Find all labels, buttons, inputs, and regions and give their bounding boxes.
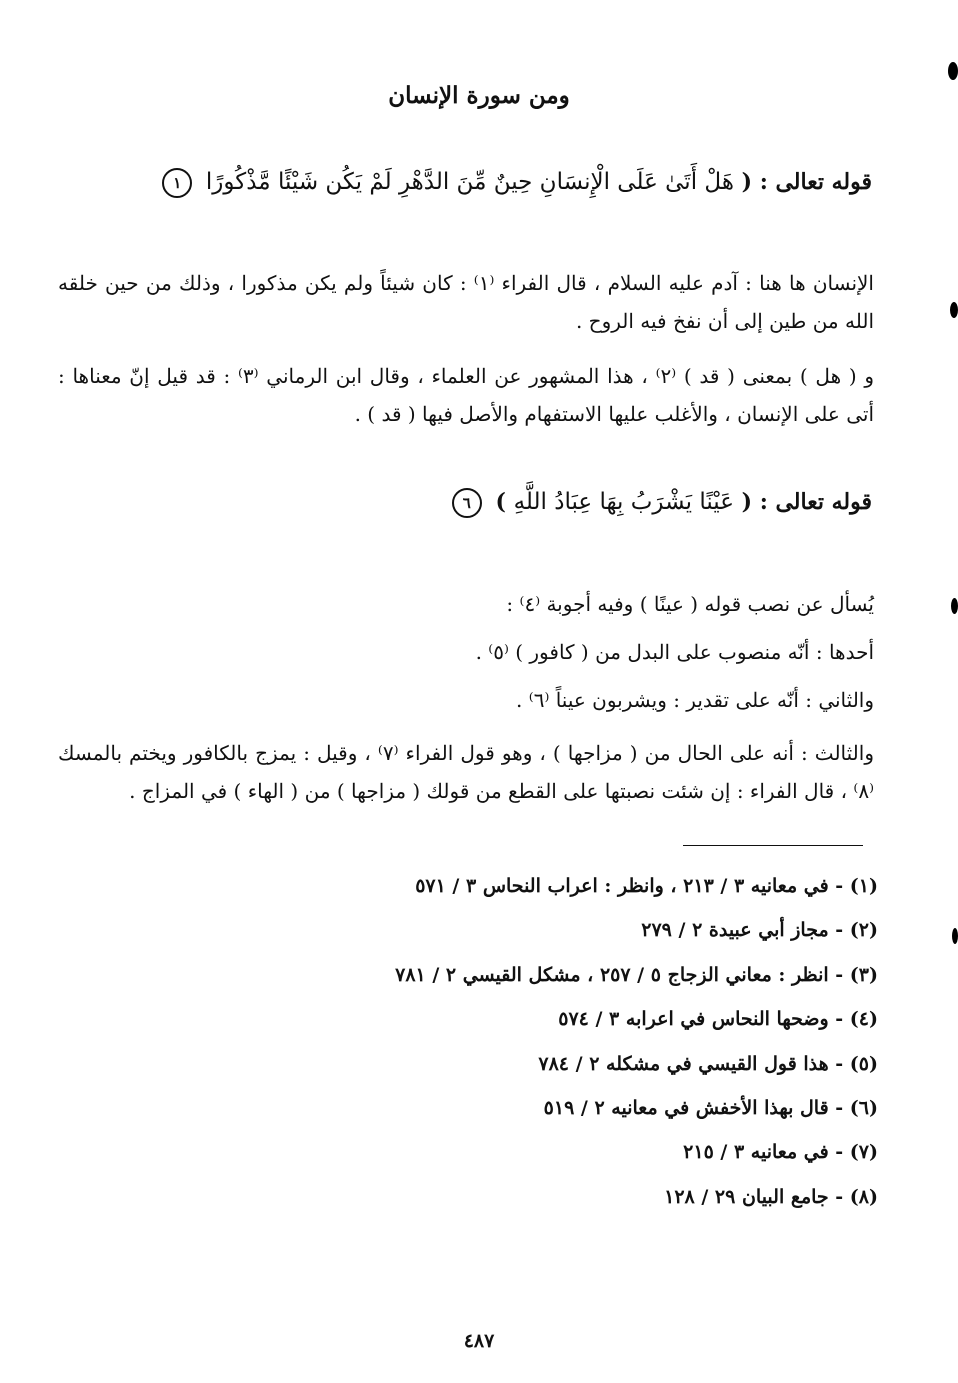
binding-hole-mark [950, 302, 958, 318]
binding-hole-mark [948, 62, 958, 80]
footnote: (٧) - في معانيه ٣ / ٢١٥ [683, 1141, 878, 1164]
binding-hole-mark [951, 598, 958, 614]
commentary-paragraph: والثالث : أنه على الحال من ( مزاجها ) ، وهو قول الفراء ⁽٧⁾ ، وقيل : يمزج بالكافور ويختم بالمسك ⁽٨⁾ ، قال الفراء : إن شئت نصبتها على القطع من قولك ( مزاجها ) من ( الهاء ) في المزاج . [58, 741, 874, 803]
ayah-number-marker: ٦ [452, 488, 482, 518]
commentary-line: يُسأل عن نصب قوله ( عينًا ) وفيه أجوبة ⁽٤⁾ : [506, 592, 874, 616]
footnote: (٤) - وضحها النحاس في اعرابه ٣ / ٥٧٤ [558, 1008, 878, 1031]
commentary-paragraph: الإنسان ها هنا : آدم عليه السلام ، قال الفراء ⁽١⁾ : كان شيئاً ولم يكن مذكورا ، وذلك من حين خلقه الله من طين إلى أن نفخ فيه الروح . [58, 271, 874, 333]
footnote: (٥) - هذا قول القيسي في مشكله ٢ / ٧٨٤ [538, 1052, 878, 1075]
commentary-paragraph: و ( هل ) بمعنى ( قد ) ⁽٢⁾ ، هذا المشهور عن العلماء ، وقال ابن الرماني ⁽٣⁾ : قد قيل إنّ معناها : أتى على الإنسان ، والأغلب عليها الاستفهام والأصل فيها ( قد ) . [58, 364, 875, 426]
footnote-separator [683, 845, 863, 846]
verse-intro: قوله تعالى : ( [741, 169, 872, 195]
footnote: (٣) - انظر : معاني الزجاج ٥ / ٢٥٧ ، مشكل القيسي ٢ / ٧٨١ [395, 963, 878, 986]
verse-close: ) [495, 489, 506, 515]
verse-intro: قوله تعالى : ( [741, 489, 872, 515]
footnote: (٦) - قال بهذا الأخفش في معانيه ٢ / ٥١٩ [543, 1096, 878, 1119]
quran-verse-text: هَلْ أَتَىٰ عَلَى الْإِنسَانِ حِينٌ مِّنَ الدَّهْرِ لَمْ يَكُن شَيْئًا مَّذْكُورًا [205, 169, 734, 195]
quran-verse-text: عَيْنًا يَشْرَبُ بِهَا عِبَادُ اللَّهِ [513, 489, 734, 515]
verse-heading-2 [72, 488, 872, 518]
footnote: (٨) - جامع البيان ٢٩ / ١٢٨ [664, 1185, 878, 1208]
footnote: (٢) - مجاز أبي عبيدة ٢ / ٢٧٩ [641, 919, 878, 942]
verse-heading-1 [72, 168, 872, 198]
commentary-line: والثاني : أنّه على تقدير : ويشربون عيناً ⁽٦⁾ . [516, 688, 874, 712]
binding-hole-mark [952, 928, 958, 944]
surah-title: ومن سورة الإنسان [388, 82, 570, 109]
footnotes-list [318, 868, 878, 1223]
footnote: (١) - في معانيه ٣ / ٢١٣ ، وانظر : اعراب النحاس ٣ / ٥٧١ [415, 875, 878, 897]
page-number: ٤٨٧ [463, 1330, 495, 1352]
ayah-number-marker: ١ [162, 168, 192, 198]
commentary-line: أحدها : أنّه منصوب على البدل من ( كافور ) ⁽٥⁾ . [475, 640, 874, 664]
